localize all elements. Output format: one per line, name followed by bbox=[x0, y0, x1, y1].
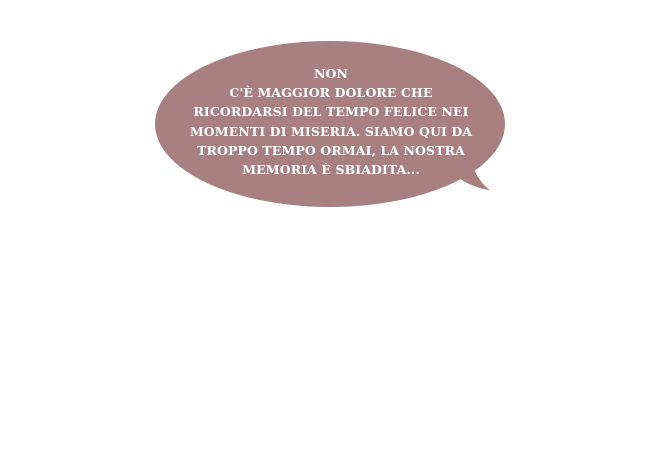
speech-line: NON bbox=[313, 66, 349, 81]
speech-line: MEMORIA È SBIADITA... bbox=[242, 162, 420, 178]
speech-line: C'È MAGGIOR DOLORE CHE bbox=[229, 85, 433, 101]
speech-line: MOMENTI DI MISERIA. SIAMO QUI DA bbox=[189, 123, 473, 139]
speech-line: RICORDARSI DEL TEMPO FELICE NEI bbox=[193, 104, 469, 120]
speech-bubble-text bbox=[176, 64, 486, 179]
speech-line: TROPPO TEMPO ORMAI, LA NOSTRA bbox=[197, 142, 465, 158]
